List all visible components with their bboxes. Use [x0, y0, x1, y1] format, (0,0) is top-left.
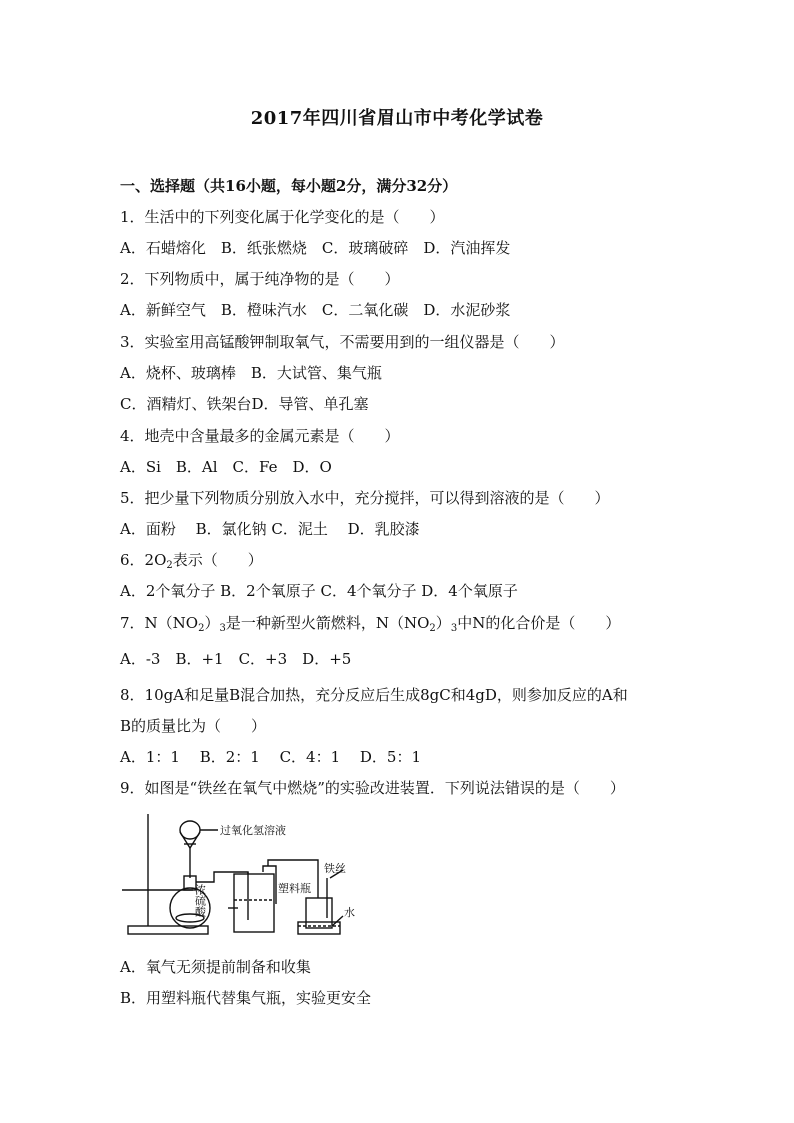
q1-options: A．石蜡熔化 B．纸张燃烧 C．玻璃破碎 D．汽油挥发 [120, 239, 511, 257]
label-plastic-bottle: 塑料瓶 [278, 882, 311, 895]
q2-stem: 2．下列物质中，属于纯净物的是（ ） [120, 270, 400, 288]
q9-option-a: A．氧气无须提前制备和收集 [120, 958, 311, 976]
q3-stem: 3．实验室用高锰酸钾制取氧气，不需要用到的一组仪器是（ ） [120, 333, 565, 351]
q9-stem: 9．如图是“铁丝在氧气中燃烧”的实验改进装置．下列说法错误的是（ ） [120, 779, 625, 797]
label-iron-wire: 铁丝 [324, 862, 346, 875]
q3-options-ab: A．烧杯、玻璃棒 B．大试管、集气瓶 [120, 364, 382, 382]
q8-stem-line1: 8．10gA和足量B混合加热，充分反应后生成8gC和4gD，则参加反应的A和 [120, 686, 628, 704]
q9-apparatus-figure [118, 808, 368, 948]
exam-title: 2017年四川省眉山市中考化学试卷 [250, 108, 544, 129]
label-water: 水 [344, 906, 355, 919]
q7-stem: 7．$N(NO_2)_3$是一种新型火箭燃料，$N(NO_2)_3$中N的化合价是（ ） [120, 614, 621, 634]
q5-stem: 5．把少量下列物质分别放入水中，充分搅拌，可以得到溶液的是（ ） [120, 489, 610, 507]
label-acid: 浓硫酸 [193, 884, 207, 917]
q6-options: A．2个氧分子 B．2个氧原子 C．4个氧分子 D．4个氧原子 [120, 582, 518, 600]
q7-options: A．-3 B．+1 C．+3 D．+5 [120, 650, 352, 668]
q6-stem: 6．$2O_2$表示（ ） [120, 551, 263, 571]
q8-stem-line2: B的质量比为（ ） [120, 717, 267, 735]
q1-stem: 1．生活中的下列变化属于化学变化的是（ ） [120, 208, 445, 226]
q2-options: A．新鲜空气 B．橙味汽水 C．二氧化碳 D．水泥砂浆 [120, 301, 511, 319]
q4-options: A．Si B．Al C．Fe D．O [120, 458, 332, 476]
q8-options: A．1：1 B．2：1 C．4：1 D．5：1 [120, 748, 422, 766]
q4-stem: 4．地壳中含量最多的金属元素是（ ） [120, 427, 400, 445]
q3-options-cd: C．酒精灯、铁架台D．导管、单孔塞 [120, 395, 369, 413]
q5-options: A．面粉 B．氯化钠 C．泥土 D．乳胶漆 [120, 520, 420, 538]
apparatus-drawing [118, 808, 368, 948]
label-peroxide: 过氧化氢溶液 [220, 824, 286, 837]
q9-option-b: B．用塑料瓶代替集气瓶，实验更安全 [120, 989, 372, 1007]
section-heading: 一、选择题（共16小题，每小题2分，满分32分） [120, 177, 458, 195]
